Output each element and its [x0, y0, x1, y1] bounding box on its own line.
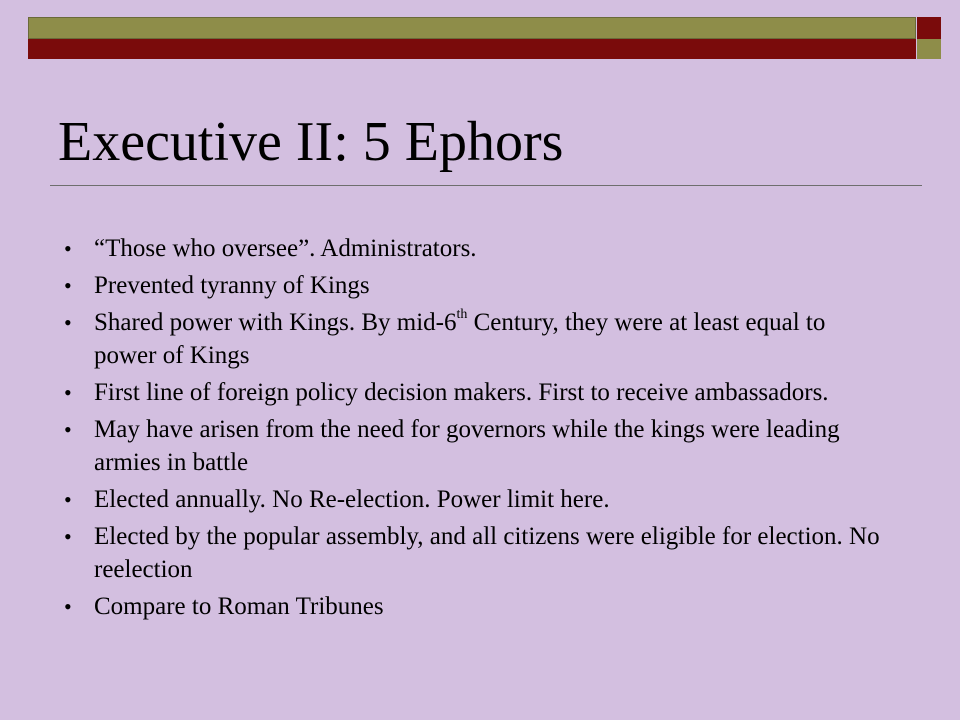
bullet-text-part: Century, they were at least equal to power of Kings [94, 309, 826, 369]
bullet-dot-icon: • [64, 594, 72, 619]
bullet-text: First line of foreign policy decision makers. First to receive ambassadors. [94, 379, 829, 406]
bullet-text: Prevented tyranny of Kings [94, 272, 370, 299]
bullet-text-part: Shared power with Kings. By mid-6 [94, 309, 457, 336]
bullet-dot-icon: • [64, 310, 72, 335]
bullet-item [64, 306, 884, 372]
title-divider [50, 185, 922, 186]
slide-title: Executive II: 5 Ephors [58, 111, 564, 173]
bullet-text: “Those who oversee”. Administrators. [94, 235, 477, 262]
bullet-dot-icon: • [64, 236, 72, 261]
bullet-dot-icon: • [64, 273, 72, 298]
bullet-item [64, 376, 884, 409]
bullet-dot-icon: • [64, 524, 72, 549]
bullet-item [64, 269, 884, 302]
bullet-item [64, 483, 884, 516]
bullet-dot-icon: • [64, 417, 72, 442]
header-olive-square [917, 39, 941, 59]
bullet-text: May have arisen from the need for governors while the kings were leading armies in battle [94, 416, 840, 476]
bullet-list [64, 232, 884, 627]
bullet-item [64, 590, 884, 623]
ordinal-superscript: th [456, 307, 468, 322]
header-maroon-square [917, 17, 941, 39]
bullet-item [64, 232, 884, 265]
bullet-item [64, 413, 884, 479]
bullet-dot-icon: • [64, 380, 72, 405]
bullet-text: Compare to Roman Tribunes [94, 593, 384, 620]
bullet-text [94, 309, 825, 369]
bullet-text: Elected by the popular assembly, and all citizens were eligible for election. No reelection [94, 523, 880, 583]
bullet-item [64, 520, 884, 586]
bullet-dot-icon: • [64, 487, 72, 512]
header-olive-bar [28, 17, 916, 39]
header-maroon-bar [28, 39, 916, 59]
bullet-text: Elected annually. No Re-election. Power limit here. [94, 486, 610, 513]
